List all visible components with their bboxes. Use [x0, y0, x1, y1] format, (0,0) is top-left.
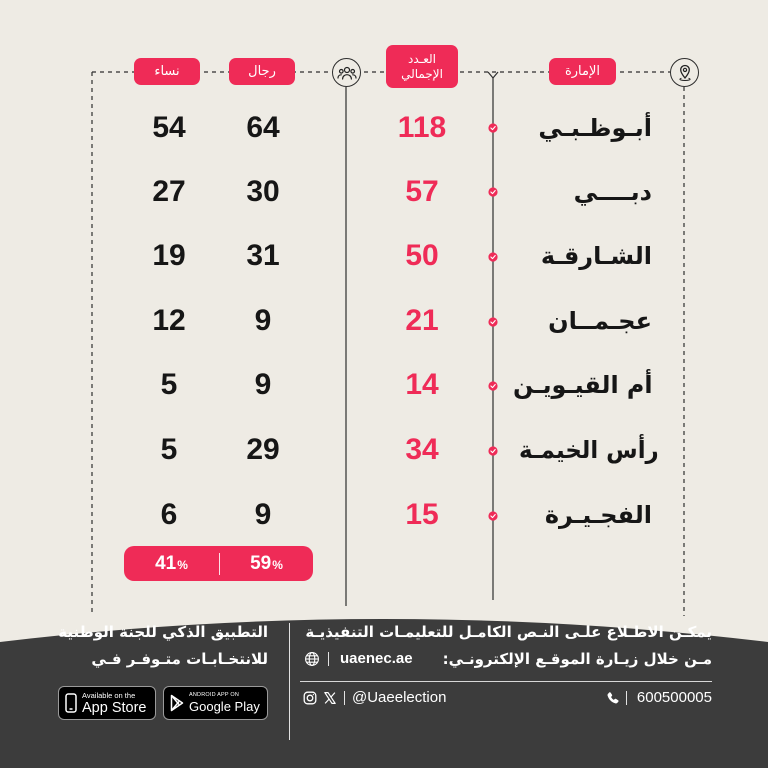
women-count: 12 [152, 304, 186, 337]
instagram-icon[interactable] [302, 690, 318, 706]
men-count: 31 [246, 239, 280, 272]
emirate-name: أبـوظـبـي [538, 114, 652, 142]
website-divider [328, 652, 329, 666]
total-column-chevron [488, 72, 498, 78]
people-icon [332, 58, 361, 87]
total-count: 15 [405, 498, 439, 531]
total-count: 21 [405, 304, 439, 337]
men-count: 9 [254, 498, 272, 531]
women-count: 19 [152, 239, 186, 272]
footer-vertical-divider [289, 623, 290, 740]
total-count: 118 [397, 111, 447, 144]
emirate-name: أم القيـويـن [512, 371, 653, 399]
emirate-name: الفجـيـرة [544, 501, 652, 529]
social-handle[interactable]: @Uaeelection [352, 689, 447, 706]
header-women-label: نساء [154, 64, 180, 79]
header-emirate-label: الإمارة [564, 64, 601, 79]
men-count: 9 [254, 368, 272, 401]
header-women-pill [134, 58, 200, 85]
social-divider [344, 691, 345, 705]
emirate-row [0, 236, 768, 276]
info-line2-box [440, 648, 712, 670]
header-men-label: رجال [248, 64, 276, 79]
phone-number[interactable]: 600500005 [636, 689, 712, 706]
emirate-row [0, 108, 768, 148]
women-share-percent-sign: % [177, 558, 188, 572]
emirate-name: رأس الخيمـة [518, 436, 659, 464]
men-count: 64 [246, 111, 280, 144]
google-play-text [189, 692, 260, 715]
website-link[interactable]: uaenec.ae [340, 650, 413, 667]
google-play-badge[interactable] [163, 686, 268, 720]
total-count: 50 [405, 239, 439, 272]
phone-divider [626, 691, 627, 705]
gender-share-pill [124, 546, 313, 581]
men-share-value: 59 [250, 553, 272, 574]
app-store-text [82, 691, 147, 716]
app-text-line2: للانتخـابـات متـوفـر فـي [91, 650, 268, 668]
men-count: 30 [246, 175, 280, 208]
header-emirate-pill [549, 58, 616, 85]
header-men-pill [229, 58, 295, 85]
google-play-label: Google Play [189, 698, 260, 714]
women-count: 27 [152, 175, 186, 208]
app-store-badge[interactable] [58, 686, 156, 720]
women-share [124, 546, 219, 581]
total-count: 34 [405, 433, 439, 466]
women-count: 5 [160, 368, 178, 401]
emirate-name: عجـمــان [548, 307, 652, 335]
emirate-row [0, 365, 768, 405]
total-count: 57 [405, 175, 439, 208]
header-total-label-line1: العـدد [408, 51, 436, 66]
men-share-percent-sign: % [272, 558, 283, 572]
emirate-row [0, 172, 768, 212]
emirate-row [0, 430, 768, 470]
info-text-line1: يمكـن الاطـلاع علـى النـص الكامـل للتعليمـات التنفيذيـة [305, 623, 712, 641]
app-store-caption: Available on the [82, 690, 136, 700]
emirate-name: الشـارقـة [540, 242, 652, 270]
google-play-icon [170, 694, 184, 712]
phone-icon [605, 690, 621, 706]
men-count: 29 [246, 433, 280, 466]
footer-horizontal-rule [300, 681, 712, 682]
women-share-value: 41 [155, 553, 177, 574]
total-count: 14 [405, 368, 439, 401]
info-text-line2: مـن خلال زيـارة الموقـع الإلكترونـي: [442, 650, 712, 668]
info-line1-box [300, 621, 712, 643]
women-count: 54 [152, 111, 186, 144]
emirate-row [0, 495, 768, 535]
men-count: 9 [254, 304, 272, 337]
header-total-pill [386, 45, 458, 88]
app-line2-box [56, 648, 268, 670]
men-share [220, 546, 313, 581]
mobile-phone-icon [65, 693, 77, 713]
app-store-label: App Store [82, 699, 147, 716]
emirate-row [0, 301, 768, 341]
location-pin-icon [670, 58, 699, 87]
x-icon[interactable] [322, 690, 338, 706]
globe-icon [304, 651, 320, 667]
google-play-caption: ANDROID APP ON [189, 691, 240, 698]
women-count: 5 [160, 433, 178, 466]
app-line1-box [56, 621, 268, 643]
emirate-name: دبــــي [573, 178, 652, 206]
app-text-line1: التطبيق الذكي للجنة الوطنية [58, 623, 268, 641]
header-total-label-line2: الإجمالي [401, 66, 443, 81]
women-count: 6 [160, 498, 178, 531]
